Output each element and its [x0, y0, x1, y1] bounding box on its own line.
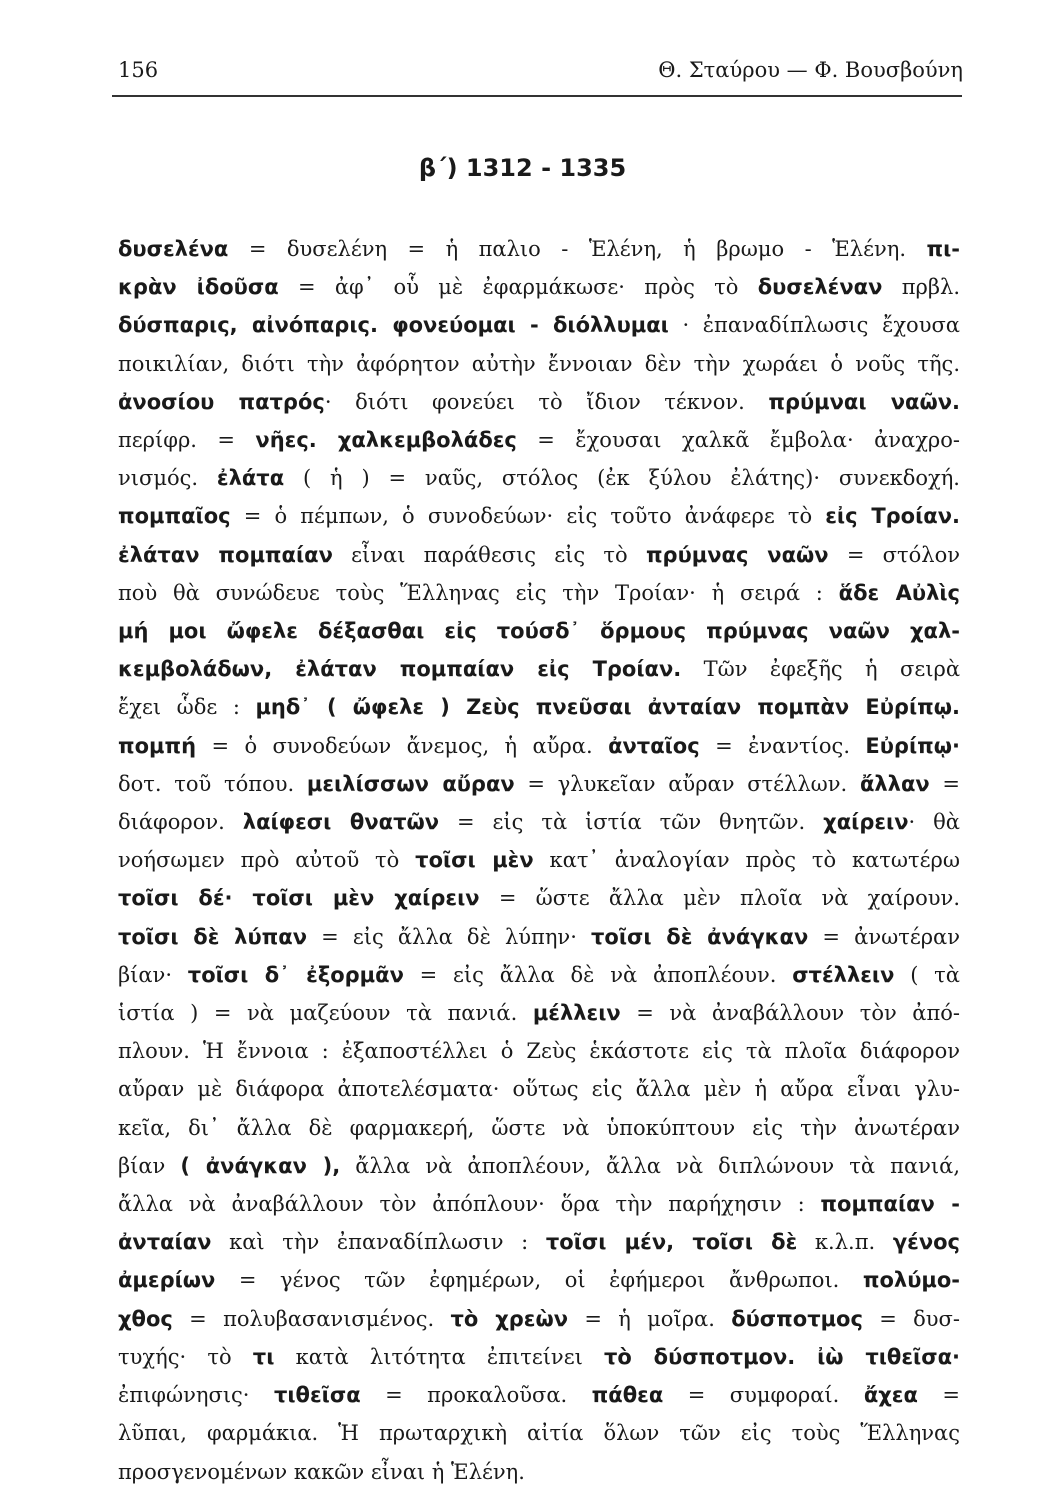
text-line [118, 765, 960, 803]
text-line [118, 956, 960, 994]
gloss-text: = συμφοραί. [663, 1383, 864, 1408]
section-title: β΄) 1312 - 1335 [418, 154, 627, 182]
lemma-term: ἀνταῖος [608, 733, 700, 758]
lemma-term: ἐλάταν πομπαίαν [118, 542, 333, 567]
gloss-text: = ἔχουσαι χαλκᾶ ἔμβολα· ἀναχρο- [516, 428, 960, 453]
gloss-text: κεῖα, δι᾽ ἄλλα δὲ φαρμακερή, ὥστε νὰ ὑποκύπτουν εἰς τὴν ἀνωτέραν [118, 1115, 960, 1140]
gloss-text: = [929, 771, 960, 796]
text-line [118, 536, 960, 574]
text-line [118, 1147, 960, 1185]
gloss-text: = ἀνωτέραν [808, 924, 960, 949]
lemma-term: ἄχεα [863, 1383, 918, 1408]
gloss-text: δοτ. τοῦ τόπου. [118, 771, 307, 796]
text-line [118, 1109, 960, 1147]
lemma-term: πομπαίαν - [820, 1192, 960, 1217]
text-line [118, 727, 960, 765]
text-line [118, 574, 960, 612]
gloss-text: = νὰ ἀναβάλλουν τὸν ἀπό- [620, 1001, 960, 1026]
lemma-term: νῆες. χαλκεμβολάδες [255, 428, 517, 453]
lemma-term: ἀνοσίου πατρός [118, 389, 325, 414]
gloss-text: · θὰ [908, 810, 960, 835]
lemma-term: δύσπαρις, αἰνόπαρις. φονεύομαι - διόλλυμαι [118, 313, 669, 338]
text-line [118, 650, 960, 688]
gloss-text: λῦπαι, φαρμάκια. Ἡ πρωταρχικὴ αἰτία ὅλων τῶν εἰς τοὺς Ἕλληνας [118, 1421, 960, 1446]
text-line [118, 918, 960, 956]
text-line [118, 497, 960, 535]
gloss-text: ἔχει ὧδε : [118, 695, 256, 720]
gloss-text: τυχής· τὸ [118, 1344, 253, 1369]
lemma-term: πολύμο- [862, 1268, 960, 1293]
text-line [118, 459, 960, 497]
text-line [118, 841, 960, 879]
gloss-text: = γένος τῶν ἐφημέρων, οἱ ἐφήμεροι ἄνθρωποι. [215, 1268, 863, 1293]
lemma-term: κρὰν ἰδοῦσα [118, 275, 279, 300]
text-line [118, 306, 960, 344]
text-line [118, 1300, 960, 1338]
gloss-text: νισμός. [118, 466, 217, 491]
gloss-text: = εἰς ἄλλα δὲ λύπην· [307, 924, 591, 949]
text-line [118, 1376, 960, 1414]
lemma-term: πάθεα [591, 1383, 664, 1408]
lemma-term: γένος [892, 1230, 960, 1255]
gloss-text: ( ἡ ) = ναῦς, στόλος (ἐκ ξύλου ἐλάτης)· συνεκδοχή. [284, 466, 960, 491]
lemma-term: τοῖσι μέν, τοῖσι δὲ [545, 1230, 798, 1255]
text-line [118, 268, 960, 306]
gloss-text: = ὁ συνοδεύων ἄνεμος, ἡ αὔρα. [196, 733, 609, 758]
lemma-term: χθος [118, 1306, 173, 1331]
gloss-text: βίαν· [118, 962, 188, 987]
lemma-term: τιθεῖσα [273, 1383, 361, 1408]
lemma-term: ἀμερίων [118, 1268, 216, 1293]
gloss-text: = εἰς τὰ ἱστία τῶν θνητῶν. [439, 810, 824, 835]
gloss-text: = εἰς ἄλλα δὲ νὰ ἀποπλέουν. [403, 962, 793, 987]
lemma-term: δυσελέναν [757, 275, 883, 300]
lemma-term: ( ἀνάγκαν ), [180, 1153, 341, 1178]
lemma-term: μέλλειν [532, 1001, 621, 1026]
page-number: 156 [118, 58, 159, 82]
gloss-text: · ἐπαναδίπλωσις ἔχουσα [668, 313, 960, 338]
gloss-text: κατ᾽ ἀναλογίαν πρὸς τὸ κατωτέρω [533, 848, 960, 873]
gloss-text: ἱστία ) = νὰ μαζεύουν τὰ πανιά. [118, 1001, 533, 1026]
lemma-term: πομπή [118, 733, 197, 758]
gloss-text: = ὥστε ἄλλα μὲν πλοῖα νὰ χαίρουν. [479, 886, 960, 911]
text-line [118, 1032, 960, 1070]
lemma-term: ἄλλαν [859, 771, 930, 796]
lemma-term: κεμβολάδων, ἐλάταν πομπαίαν εἰς Τροίαν. [118, 657, 682, 682]
text-line [118, 879, 960, 917]
header-rule [112, 95, 962, 97]
text-line [118, 994, 960, 1032]
lemma-term: ἀνταίαν [118, 1230, 212, 1255]
text-line [118, 688, 960, 726]
gloss-text: = δυσ- [862, 1306, 960, 1331]
gloss-text: νοήσωμεν πρὸ αὐτοῦ τὸ [118, 848, 416, 873]
lemma-term: τοῖσι δ᾽ ἐξορμᾶν [187, 962, 404, 987]
gloss-text: = ὁ πέμπων, ὁ συνοδεύων· εἰς τοῦτο ἀνάφερε τὸ [230, 504, 826, 529]
gloss-text: κατὰ λιτότητα ἐπιτείνει [274, 1344, 605, 1369]
gloss-text: ποικιλίαν, διότι τὴν ἀφόρητον αὐτὴν ἔννοιαν δὲν τὴν χωράει ὁ νοῦς τῆς. [118, 351, 960, 376]
gloss-text: = πολυβασανισμένος. [172, 1306, 451, 1331]
text-line [118, 421, 960, 459]
text-line [118, 612, 960, 650]
gloss-text: κ.λ.π. [797, 1230, 893, 1255]
gloss-text: ἄλλα νὰ ἀποπλέουν, ἄλλα νὰ διπλώνουν τὰ πανιά, [340, 1153, 960, 1178]
running-head: Θ. Σταύρου — Φ. Βουσβούνη [658, 58, 963, 82]
lemma-term: πι- [926, 237, 960, 261]
lemma-term: λαίφεσι θνατῶν [242, 810, 440, 835]
gloss-text: προσγενομένων κακῶν εἶναι ἡ Ἑλένη. [118, 1459, 525, 1484]
gloss-text: αὔραν μὲ διάφορα ἀποτελέσματα· οὕτως εἰς ἄλλα μὲν ἡ αὔρα εἶναι γλυ- [118, 1077, 960, 1102]
text-line [118, 345, 960, 383]
text-line [118, 1261, 960, 1299]
text-line [118, 803, 960, 841]
text-line [118, 230, 960, 268]
gloss-text: = δυσελένη = ἡ παλιο - Ἑλένη, ἡ βρωμο - Ἑλένη. [228, 237, 927, 261]
lemma-term: μή μοι ὤφελε δέξασθαι εἰς τούσδ᾽ ὅρμους πρύμνας ναῶν χαλ- [118, 619, 960, 644]
gloss-text: πρβλ. [882, 275, 960, 300]
gloss-text: = προκαλοῦσα. [360, 1383, 592, 1408]
lemma-term: Εὐρίπῳ· [865, 733, 960, 758]
gloss-text: = ἀφ᾽ οὗ μὲ ἐφαρμάκωσε· πρὸς τὸ [278, 275, 758, 300]
lemma-term: τοῖσι δέ· τοῖσι μὲν χαίρειν [118, 886, 480, 911]
gloss-text: καὶ τὴν ἐπαναδίπλωσιν : [211, 1230, 546, 1255]
lemma-term: πρύμνας ναῶν [645, 542, 829, 567]
lemma-term: πρύμναι ναῶν. [768, 389, 960, 414]
lemma-term: δύσποτμος [731, 1306, 863, 1331]
lemma-term: μηδ᾽ ( ὤφελε ) Ζεὺς πνεῦσαι ἀνταίαν πομπὰν Εὐρίπῳ. [255, 695, 960, 720]
lemma-term: εἰς Τροίαν. [825, 504, 960, 529]
lemma-term: χαίρειν [823, 810, 909, 835]
lemma-term: μειλίσσων αὔραν [306, 771, 515, 796]
gloss-text: ἄλλα νὰ ἀναβάλλουν τὸν ἀπόπλουν· ὅρα τὴν παρήχησιν : [118, 1192, 821, 1217]
lemma-term: δυσελένα [118, 237, 229, 261]
lemma-term: ἅδε Αὐλὶς [838, 580, 960, 605]
text-line [118, 1414, 960, 1452]
lemma-term: στέλλειν [792, 962, 895, 987]
gloss-text: ποὺ θὰ συνώδευε τοὺς Ἕλληνας εἰς τὴν Τροίαν· ἡ σειρά : [118, 580, 839, 605]
lemma-term: τοῖσι δὲ λύπαν [118, 924, 307, 949]
lemma-term: πομπαῖος [118, 504, 231, 529]
gloss-text: διάφορον. [118, 810, 243, 835]
text-line [118, 1070, 960, 1108]
text-line [118, 1338, 960, 1376]
gloss-text: πλουν. Ἡ ἔννοια : ἐξαποστέλλει ὁ Ζεὺς ἑκάστοτε εἰς τὰ πλοῖα διάφορον [118, 1039, 960, 1064]
lemma-term: τοῖσι μὲν [415, 848, 534, 873]
gloss-text: = ἡ μοῖρα. [568, 1306, 732, 1331]
lemma-term: τὸ χρεὼν [450, 1306, 569, 1331]
gloss-text: Τῶν ἐφεξῆς ἡ σειρὰ [681, 657, 960, 682]
gloss-text: βίαν [118, 1153, 181, 1178]
lemma-term: ἐλάτα [216, 466, 285, 491]
gloss-text: = ἐναντίος. [699, 733, 866, 758]
gloss-text: = γλυκεῖαν αὔραν στέλλων. [514, 771, 860, 796]
gloss-text: ἐπιφώνησις· [118, 1383, 274, 1408]
lemma-term: τι [252, 1344, 275, 1369]
commentary-body [118, 230, 960, 1491]
gloss-text: εἶναι παράθεσις εἰς τὸ [332, 542, 646, 567]
text-line [118, 1453, 960, 1491]
gloss-text: · διότι φονεύει τὸ ἴδιον τέκνον. [324, 389, 769, 414]
gloss-text: ( τὰ [894, 962, 960, 987]
text-line [118, 383, 960, 421]
lemma-term: τοῖσι δὲ ἀνάγκαν [591, 924, 809, 949]
text-line [118, 1223, 960, 1261]
gloss-text: = [917, 1383, 960, 1408]
lemma-term: τὸ δύσποτμον. ἰὼ τιθεῖσα· [604, 1344, 960, 1369]
gloss-text: = στόλον [828, 542, 960, 567]
text-line [118, 1185, 960, 1223]
gloss-text: περίφρ. = [118, 428, 256, 453]
